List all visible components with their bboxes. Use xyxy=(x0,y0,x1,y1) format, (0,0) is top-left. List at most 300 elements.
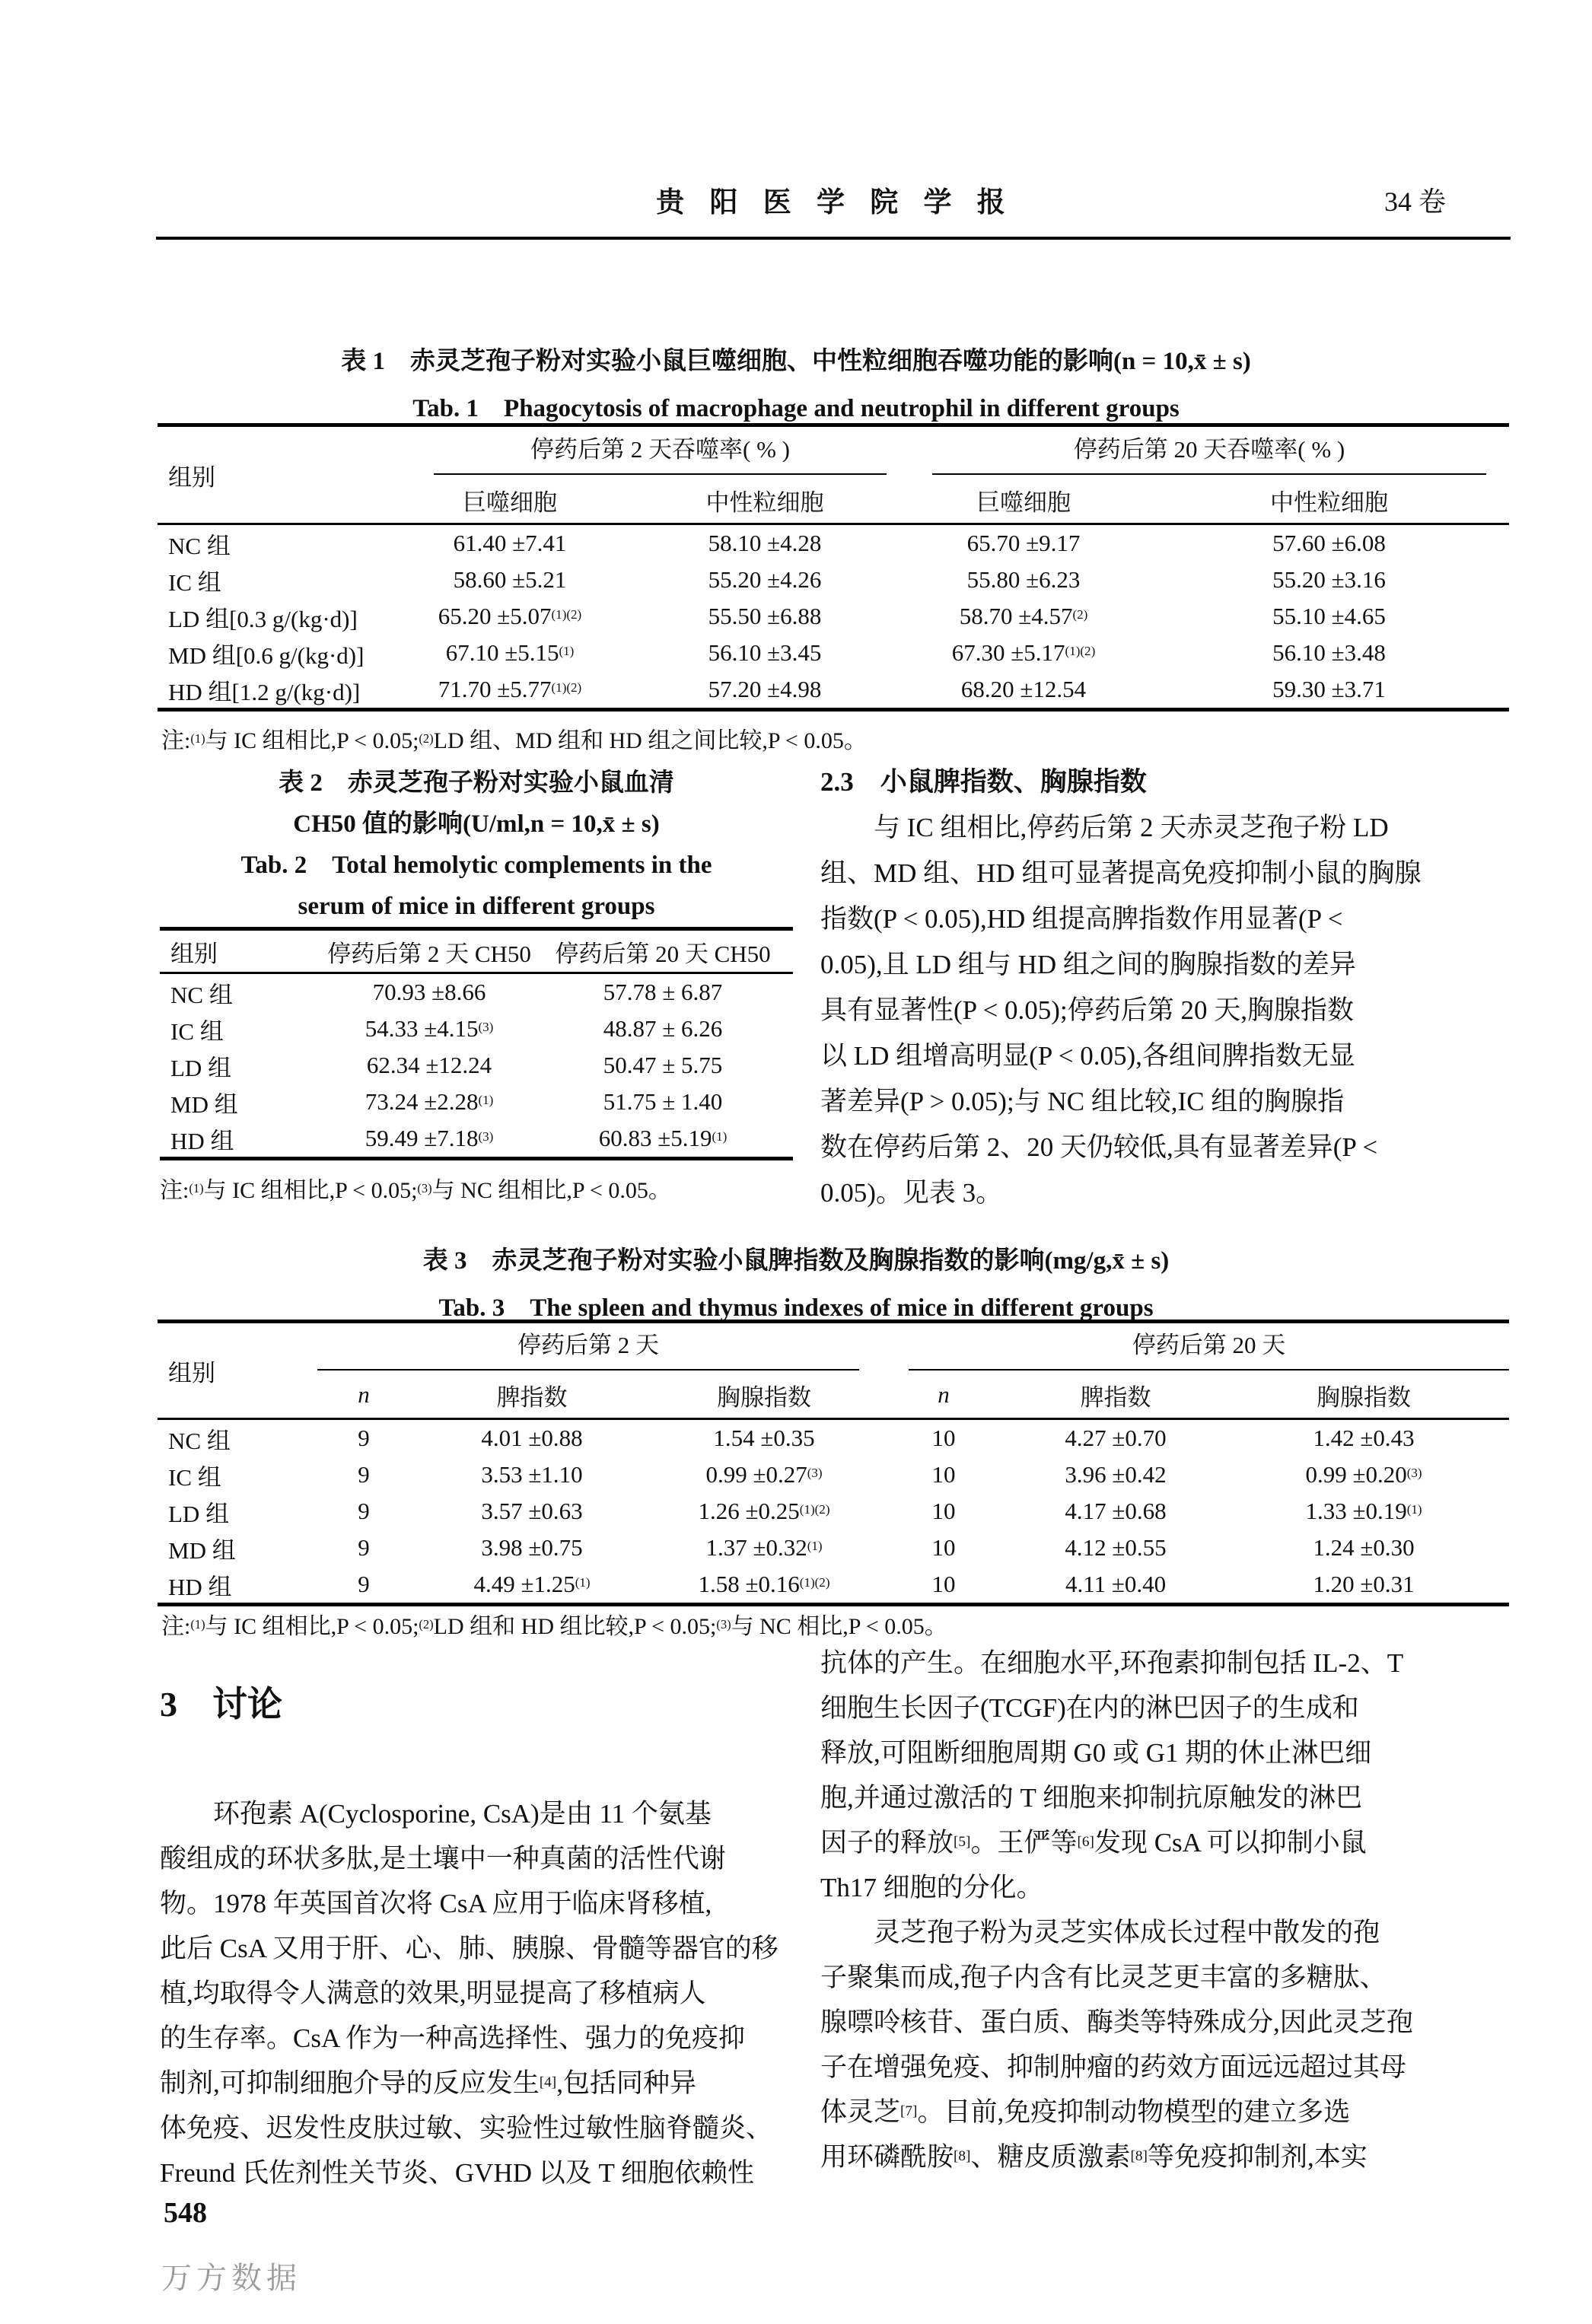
row-label: LD 组 xyxy=(168,1500,230,1527)
row-label: MD 组[0.6 g/(kg·d)] xyxy=(168,641,365,669)
row-label: HD 组[1.2 g/(kg·d)] xyxy=(168,678,361,705)
text-segment: 与 IC 组相比,P < 0.05; xyxy=(205,728,419,753)
cell xyxy=(388,562,632,598)
text-segment: 70.93 ±8.66 xyxy=(372,979,486,1005)
text-segment: 57.20 ±4.98 xyxy=(708,676,822,702)
text-segment: 1.37 ±0.32 xyxy=(705,1534,807,1561)
table2-caption-en-1: Tab. 2 Total hemolytic complements in the xyxy=(240,852,712,879)
ref-superscript: (3) xyxy=(716,1617,731,1632)
table-row xyxy=(158,1493,1509,1530)
text-line xyxy=(820,2045,1514,2090)
text-line xyxy=(160,2061,793,2106)
cell xyxy=(1013,1493,1218,1530)
table3-header xyxy=(158,1322,1509,1419)
text-line xyxy=(820,1686,1514,1730)
text-line xyxy=(820,2135,1514,2179)
cell xyxy=(410,1530,654,1566)
text-segment: 58.60 ±5.21 xyxy=(453,566,567,593)
cell xyxy=(410,1456,654,1493)
cell xyxy=(326,1047,533,1084)
text-segment: 57.78 ± 6.87 xyxy=(603,979,723,1005)
column-header-thymus: 胸腺指数 xyxy=(717,1383,812,1411)
cell xyxy=(533,1011,793,1047)
text-segment: 具有显著性(P < 0.05);停药后第 20 天,胸腺指数 xyxy=(820,995,1354,1025)
text-segment: 61.40 ±7.41 xyxy=(453,530,567,556)
row-label: MD 组 xyxy=(168,1536,236,1564)
cell xyxy=(898,598,1149,635)
column-header-day20-ch50: 停药后第 20 天 CH50 xyxy=(555,940,771,967)
text-segment: 植,均取得令人满意的效果,明显提高了移植病人 xyxy=(160,1979,706,2008)
cell xyxy=(410,1493,654,1530)
cell xyxy=(898,524,1149,562)
text-line xyxy=(820,1955,1514,2000)
table3-note xyxy=(161,1607,947,1641)
cell xyxy=(654,1419,874,1457)
cell xyxy=(874,1456,1013,1493)
cell xyxy=(1013,1566,1218,1605)
cell xyxy=(632,671,898,710)
table1-caption-en: Tab. 1 Phagocytosis of macrophage and neutrophil in different groups xyxy=(412,395,1180,422)
table-row xyxy=(158,635,1509,671)
discussion-left-column xyxy=(160,1682,793,2195)
text-segment: LD 组、MD 组和 HD 组之间比较,P < 0.05。 xyxy=(433,728,867,753)
table-row xyxy=(158,1322,1509,1373)
text-segment: 注: xyxy=(161,728,191,753)
text-segment: 与 NC 相比,P < 0.05。 xyxy=(731,1614,947,1639)
text-segment: 10 xyxy=(931,1534,956,1561)
text-segment: 。王俨等 xyxy=(970,1828,1078,1858)
column-header-macrophage: 巨噬细胞 xyxy=(976,489,1071,516)
row-label: NC 组 xyxy=(168,1427,231,1454)
text-line xyxy=(820,1079,1514,1125)
text-line xyxy=(820,942,1514,988)
table1-note xyxy=(161,721,867,755)
cell xyxy=(874,1530,1013,1566)
table-row xyxy=(158,1530,1509,1566)
text-line xyxy=(820,1820,1514,1865)
text-segment: LD 组和 HD 组比较,P < 0.05; xyxy=(433,1614,717,1639)
text-segment: 此后 CsA 又用于肝、心、肺、胰腺、骨髓等器官的移 xyxy=(160,1934,778,1963)
cell xyxy=(326,1084,533,1120)
text-line xyxy=(160,2016,793,2061)
cell xyxy=(1218,1566,1509,1605)
table3-caption-cn: 表 3 赤灵芝孢子粉对实验小鼠脾指数及胸腺指数的影响(mg/g,x̄ ± s) xyxy=(422,1247,1170,1275)
table1-body xyxy=(158,524,1509,710)
text-line xyxy=(820,1910,1514,1955)
text-segment: 灵芝孢子粉为灵芝实体成长过程中散发的孢 xyxy=(820,1918,1380,1947)
table3-spleen-thymus xyxy=(158,1320,1509,1606)
watermark: 万方数据 xyxy=(161,2261,301,2295)
text-segment: 。目前,免疫抑制动物模型的建立多选 xyxy=(917,2097,1351,2127)
table2-body xyxy=(160,973,793,1159)
row-label: IC 组 xyxy=(168,1463,221,1491)
text-segment: 用环磷酰胺 xyxy=(820,2142,954,2172)
text-segment: 71.70 ±5.77 xyxy=(438,676,552,702)
cell xyxy=(388,671,632,710)
text-segment: 子在增强免疫、抑制肿瘤的药效方面远远超过其母 xyxy=(820,2052,1407,2082)
ref-superscript: (1) xyxy=(190,731,205,746)
text-segment: 1.26 ±0.25 xyxy=(698,1498,800,1524)
text-segment: 0.05)。见表 3。 xyxy=(820,1178,1003,1208)
text-line xyxy=(820,896,1514,942)
text-segment: 1.20 ±0.31 xyxy=(1313,1571,1415,1597)
row-label: HD 组 xyxy=(170,1127,234,1154)
table2-caption-en-2: serum of mice in different groups xyxy=(298,893,655,920)
text-segment: 3.98 ±0.75 xyxy=(481,1534,583,1561)
table-row xyxy=(158,1419,1509,1457)
cell xyxy=(1013,1456,1218,1493)
text-segment: 10 xyxy=(931,1571,956,1597)
text-line xyxy=(820,1033,1514,1079)
table-row xyxy=(158,1566,1509,1605)
text-segment: 65.70 ±9.17 xyxy=(966,530,1081,556)
cell xyxy=(410,1419,654,1457)
text-segment: 胞,并通过激活的 T 细胞来抑制抗原触发的淋巴 xyxy=(820,1783,1362,1813)
text-segment: 指数(P < 0.05),HD 组提高脾指数作用显著(P < xyxy=(820,904,1343,934)
row-label: HD 组 xyxy=(168,1573,232,1600)
ref-superscript: (3) xyxy=(807,1466,823,1480)
journal-title: 贵 阳 医 学 院 学 报 xyxy=(656,187,1014,218)
table-row xyxy=(160,1084,793,1120)
column-header-day20: 停药后第 20 天吞噬率( % ) xyxy=(898,425,1509,478)
left-column-table2 xyxy=(160,762,793,1205)
cell xyxy=(1149,562,1509,598)
discussion-paragraph-left xyxy=(160,1791,793,2195)
table-row xyxy=(158,671,1509,710)
text-line xyxy=(160,1971,793,2016)
table-row xyxy=(158,562,1509,598)
cell xyxy=(898,671,1149,710)
discussion-right-column xyxy=(820,1641,1514,2179)
text-segment: 数在停药后第 2、20 天仍较低,具有显著差异(P < xyxy=(820,1132,1378,1162)
text-segment: 9 xyxy=(358,1571,370,1597)
text-segment: 55.50 ±6.88 xyxy=(708,603,822,629)
text-segment: 环孢素 A(Cyclosporine, CsA)是由 11 个氨基 xyxy=(160,1799,712,1829)
text-segment: 9 xyxy=(358,1534,370,1561)
text-segment: 55.80 ±6.23 xyxy=(966,566,1081,593)
text-segment: 10 xyxy=(931,1461,956,1488)
column-header-spleen: 脾指数 xyxy=(496,1383,568,1411)
ref-superscript: (1) xyxy=(559,644,575,658)
ref-superscript: (1) xyxy=(478,1093,494,1107)
text-segment: 9 xyxy=(358,1425,370,1451)
text-segment: 发现 CsA 可以抑制小鼠 xyxy=(1094,1828,1367,1858)
cell xyxy=(533,1084,793,1120)
cell xyxy=(533,1120,793,1159)
cell xyxy=(874,1493,1013,1530)
text-segment: 67.30 ±5.17 xyxy=(951,639,1065,666)
cell xyxy=(898,635,1149,671)
cell xyxy=(654,1530,874,1566)
cell xyxy=(1149,635,1509,671)
cell xyxy=(632,635,898,671)
table-row xyxy=(160,1011,793,1047)
cell xyxy=(317,1493,410,1530)
text-segment: 57.60 ±6.08 xyxy=(1272,530,1386,556)
ref-superscript: (2) xyxy=(419,1617,434,1632)
cell xyxy=(1149,598,1509,635)
table-row xyxy=(160,1047,793,1084)
text-segment: 等免疫抑制剂,本实 xyxy=(1147,2142,1368,2172)
text-segment: 以 LD 组增高明显(P < 0.05),各组间脾指数无显 xyxy=(820,1041,1355,1071)
text-segment: 因子的释放 xyxy=(820,1828,954,1858)
cell xyxy=(632,562,898,598)
cell xyxy=(1149,671,1509,710)
column-header-n: n xyxy=(358,1381,370,1408)
column-header-thymus: 胸腺指数 xyxy=(1317,1383,1412,1411)
right-column-section-2-3 xyxy=(820,759,1514,1216)
text-line xyxy=(820,1170,1514,1216)
text-line xyxy=(820,2090,1514,2135)
text-segment: 58.70 ±4.57 xyxy=(959,603,1073,629)
text-segment: 10 xyxy=(931,1425,956,1451)
cell xyxy=(1218,1419,1509,1457)
text-segment: 4.49 ±1.25 xyxy=(473,1571,575,1597)
text-segment: 55.10 ±4.65 xyxy=(1272,603,1386,629)
ref-superscript: (1)(2) xyxy=(551,680,582,695)
text-line xyxy=(160,1791,793,1836)
text-segment: 腺嘌呤核苷、蛋白质、酶类等特殊成分,因此灵芝孢 xyxy=(820,2007,1413,2037)
cell xyxy=(654,1456,874,1493)
text-segment: 0.99 ±0.20 xyxy=(1305,1461,1407,1488)
text-segment: 1.42 ±0.43 xyxy=(1313,1425,1415,1451)
column-header-group: 组别 xyxy=(168,1359,215,1386)
text-line xyxy=(160,1926,793,1971)
ref-superscript: [8] xyxy=(1130,2148,1148,2164)
ref-superscript: (1) xyxy=(712,1129,728,1144)
table1-caption-cn: 表 1 赤灵芝孢子粉对实验小鼠巨噬细胞、中性粒细胞吞噬功能的影响(n = 10,x̄ ± s) xyxy=(341,348,1251,375)
text-segment: 与 IC 组相比,停药后第 2 天赤灵芝孢子粉 LD xyxy=(820,813,1389,842)
cell xyxy=(388,524,632,562)
text-segment: 48.87 ± 6.26 xyxy=(603,1015,723,1042)
text-line xyxy=(820,1775,1514,1820)
text-segment: 62.34 ±12.24 xyxy=(366,1052,492,1078)
ref-superscript: (1) xyxy=(575,1575,591,1590)
ref-superscript: (1) xyxy=(807,1539,823,1553)
ref-superscript: [6] xyxy=(1077,1834,1094,1850)
table-row xyxy=(158,524,1509,562)
text-segment: 56.10 ±3.48 xyxy=(1272,639,1386,666)
cell xyxy=(1149,524,1509,562)
text-line xyxy=(160,1836,793,1881)
ref-superscript: (3) xyxy=(417,1181,432,1195)
cell xyxy=(632,598,898,635)
table2-header xyxy=(160,929,793,973)
column-header-macrophage: 巨噬细胞 xyxy=(463,489,557,516)
ref-superscript: [5] xyxy=(954,1834,971,1850)
text-line xyxy=(820,805,1514,851)
text-segment: 73.24 ±2.28 xyxy=(365,1088,479,1115)
column-header-day2: 停药后第 2 天 xyxy=(317,1322,874,1373)
text-segment: 、糖皮质激素 xyxy=(970,2142,1131,2172)
cell xyxy=(874,1566,1013,1605)
text-segment: 1.54 ±0.35 xyxy=(713,1425,815,1451)
ref-superscript: (1)(2) xyxy=(799,1575,830,1590)
text-segment: 组、MD 组、HD 组可显著提高免疫抑制小鼠的胸腺 xyxy=(820,858,1422,888)
ref-superscript: (3) xyxy=(478,1020,494,1034)
text-segment: 58.10 ±4.28 xyxy=(708,530,822,556)
ref-superscript: (1)(2) xyxy=(551,607,582,622)
text-segment: 0.99 ±0.27 xyxy=(705,1461,807,1488)
table1-header xyxy=(158,425,1509,524)
text-segment: 体灵芝 xyxy=(820,2097,901,2127)
cell xyxy=(898,562,1149,598)
cell xyxy=(317,1566,410,1605)
ref-superscript: [7] xyxy=(900,2103,918,2119)
column-header-n: n xyxy=(938,1381,950,1408)
text-segment: 著差异(P > 0.05);与 NC 组比较,IC 组的胸腺指 xyxy=(820,1087,1345,1116)
column-header-neutrophil: 中性粒细胞 xyxy=(705,489,824,516)
text-segment: 4.12 ±0.55 xyxy=(1065,1534,1167,1561)
table2-ch50 xyxy=(160,927,793,1160)
text-segment: 1.58 ±0.16 xyxy=(698,1571,800,1597)
page-number: 548 xyxy=(164,2197,207,2229)
text-segment: 59.49 ±7.18 xyxy=(365,1125,479,1151)
text-segment: 1.33 ±0.19 xyxy=(1305,1498,1407,1524)
ref-superscript: (2) xyxy=(419,731,434,746)
table1-phagocytosis xyxy=(158,423,1509,712)
column-header-day20: 停药后第 20 天 xyxy=(874,1322,1509,1373)
text-segment: 物。1978 年英国首次将 CsA 应用于临床肾移植, xyxy=(160,1889,712,1918)
table2-note xyxy=(160,1171,793,1205)
table3-caption-en: Tab. 3 The spleen and thymus indexes of mice in different groups xyxy=(438,1294,1154,1322)
text-segment: Freund 氏佐剂性关节炎、GVHD 以及 T 细胞依赖性 xyxy=(160,2158,755,2188)
cell xyxy=(388,598,632,635)
text-segment: 与 NC 组相比,P < 0.05。 xyxy=(431,1178,671,1203)
cell xyxy=(1013,1530,1218,1566)
text-segment: 10 xyxy=(931,1498,956,1524)
text-line xyxy=(160,1881,793,1926)
column-header-spleen: 脾指数 xyxy=(1080,1383,1151,1411)
text-segment: 3.96 ±0.42 xyxy=(1065,1461,1167,1488)
text-segment: 注: xyxy=(161,1614,191,1639)
cell xyxy=(388,635,632,671)
text-segment: 与 IC 组相比,P < 0.05; xyxy=(203,1178,418,1203)
ref-superscript: (2) xyxy=(1072,607,1088,622)
table-row xyxy=(160,973,793,1011)
column-header-group: 组别 xyxy=(168,463,215,491)
text-segment: 59.30 ±3.71 xyxy=(1272,676,1386,702)
ref-superscript: (3) xyxy=(1406,1466,1422,1480)
cell xyxy=(1013,1419,1218,1457)
text-line xyxy=(160,2106,793,2150)
text-segment: ,包括同种异 xyxy=(556,2068,696,2098)
text-segment: 3.53 ±1.10 xyxy=(481,1461,583,1488)
row-label: IC 组 xyxy=(170,1017,224,1045)
table-row xyxy=(160,929,793,973)
table-row xyxy=(160,1120,793,1159)
cell xyxy=(632,524,898,562)
cell xyxy=(1218,1530,1509,1566)
cell xyxy=(1218,1493,1509,1530)
text-segment: Th17 细胞的分化。 xyxy=(820,1873,1043,1902)
cell xyxy=(326,1120,533,1159)
ref-superscript: [8] xyxy=(954,2148,971,2164)
text-segment: 56.10 ±3.45 xyxy=(708,639,822,666)
text-segment: 1.24 ±0.30 xyxy=(1313,1534,1415,1561)
ref-superscript: (1) xyxy=(1406,1502,1422,1517)
table2-caption-cn-2: CH50 值的影响(U/ml,n = 10,x̄ ± s) xyxy=(293,810,660,838)
running-head xyxy=(160,179,1511,218)
text-segment: 制剂,可抑制细胞介导的反应发生 xyxy=(160,2068,540,2098)
text-segment: 51.75 ± 1.40 xyxy=(603,1088,723,1115)
text-segment: 释放,可阻断细胞周期 G0 或 G1 期的休止淋巴细 xyxy=(820,1738,1372,1768)
table-row xyxy=(158,1456,1509,1493)
text-segment: 与 IC 组相比,P < 0.05; xyxy=(205,1614,419,1639)
discussion-heading: 3 讨论 xyxy=(160,1685,282,1724)
text-line xyxy=(820,988,1514,1033)
row-label: NC 组 xyxy=(170,981,233,1008)
cell xyxy=(317,1419,410,1457)
text-segment: 50.47 ± 5.75 xyxy=(603,1052,723,1078)
column-header-day2-ch50: 停药后第 2 天 CH50 xyxy=(327,940,531,967)
row-label: LD 组[0.3 g/(kg·d)] xyxy=(168,605,358,632)
section-2-3-heading: 2.3 小鼠脾指数、胸腺指数 xyxy=(820,767,1147,797)
text-segment: 9 xyxy=(358,1461,370,1488)
ref-superscript: (3) xyxy=(478,1129,494,1144)
cell xyxy=(410,1566,654,1605)
table-row xyxy=(158,425,1509,478)
text-segment: 子聚集而成,孢子内含有比灵芝更丰富的多糖肽、 xyxy=(820,1963,1387,1992)
ref-superscript: (1) xyxy=(189,1181,204,1195)
text-segment: 0.05),且 LD 组与 HD 组之间的胸腺指数的差异 xyxy=(820,950,1356,979)
row-label: IC 组 xyxy=(168,568,221,596)
table-row xyxy=(158,1372,1509,1419)
row-label: MD 组 xyxy=(170,1090,238,1118)
ref-superscript: (1)(2) xyxy=(1065,644,1096,658)
column-header-neutrophil: 中性粒细胞 xyxy=(1270,489,1389,516)
cell xyxy=(874,1419,1013,1457)
text-segment: 55.20 ±4.26 xyxy=(708,566,822,593)
text-segment: 注: xyxy=(160,1178,189,1203)
cell xyxy=(326,1011,533,1047)
volume-label: 34 卷 xyxy=(1383,186,1446,217)
text-segment: 4.01 ±0.88 xyxy=(481,1425,583,1451)
text-segment: 4.27 ±0.70 xyxy=(1065,1425,1167,1451)
text-line xyxy=(160,2150,793,2195)
text-line xyxy=(820,1641,1514,1686)
text-line xyxy=(820,2000,1514,2045)
text-line xyxy=(820,1125,1514,1170)
cell xyxy=(1218,1456,1509,1493)
text-line xyxy=(820,1730,1514,1775)
text-segment: 9 xyxy=(358,1498,370,1524)
column-header-day2: 停药后第 2 天吞噬率( % ) xyxy=(388,425,898,478)
header-rule xyxy=(156,237,1511,240)
row-label: LD 组 xyxy=(170,1054,232,1081)
table-row xyxy=(158,598,1509,635)
discussion-paragraph-right xyxy=(820,1641,1514,2179)
ref-superscript: [4] xyxy=(539,2074,557,2090)
text-segment: 的生存率。CsA 作为一种高选择性、强力的免疫抑 xyxy=(160,2023,746,2053)
text-segment: 4.17 ±0.68 xyxy=(1065,1498,1167,1524)
cell xyxy=(654,1493,874,1530)
text-line xyxy=(820,1865,1514,1910)
text-segment: 65.20 ±5.07 xyxy=(438,603,552,629)
cell xyxy=(317,1456,410,1493)
cell xyxy=(533,1047,793,1084)
table2-caption-cn-1: 表 2 赤灵芝孢子粉对实验小鼠血清 xyxy=(279,769,674,797)
text-segment: 68.20 ±12.54 xyxy=(960,676,1087,702)
row-label: NC 组 xyxy=(168,532,231,559)
ref-superscript: (1)(2) xyxy=(799,1502,830,1517)
text-line xyxy=(820,851,1514,896)
text-segment: 4.11 ±0.40 xyxy=(1065,1571,1167,1597)
section-2-3-paragraph xyxy=(820,805,1514,1216)
text-segment: 3.57 ±0.63 xyxy=(481,1498,583,1524)
text-segment: 抗体的产生。在细胞水平,环孢素抑制包括 IL-2、T xyxy=(820,1648,1404,1678)
text-segment: 体免疫、迟发性皮肤过敏、实验性过敏性脑脊髓炎、 xyxy=(160,2113,773,2143)
